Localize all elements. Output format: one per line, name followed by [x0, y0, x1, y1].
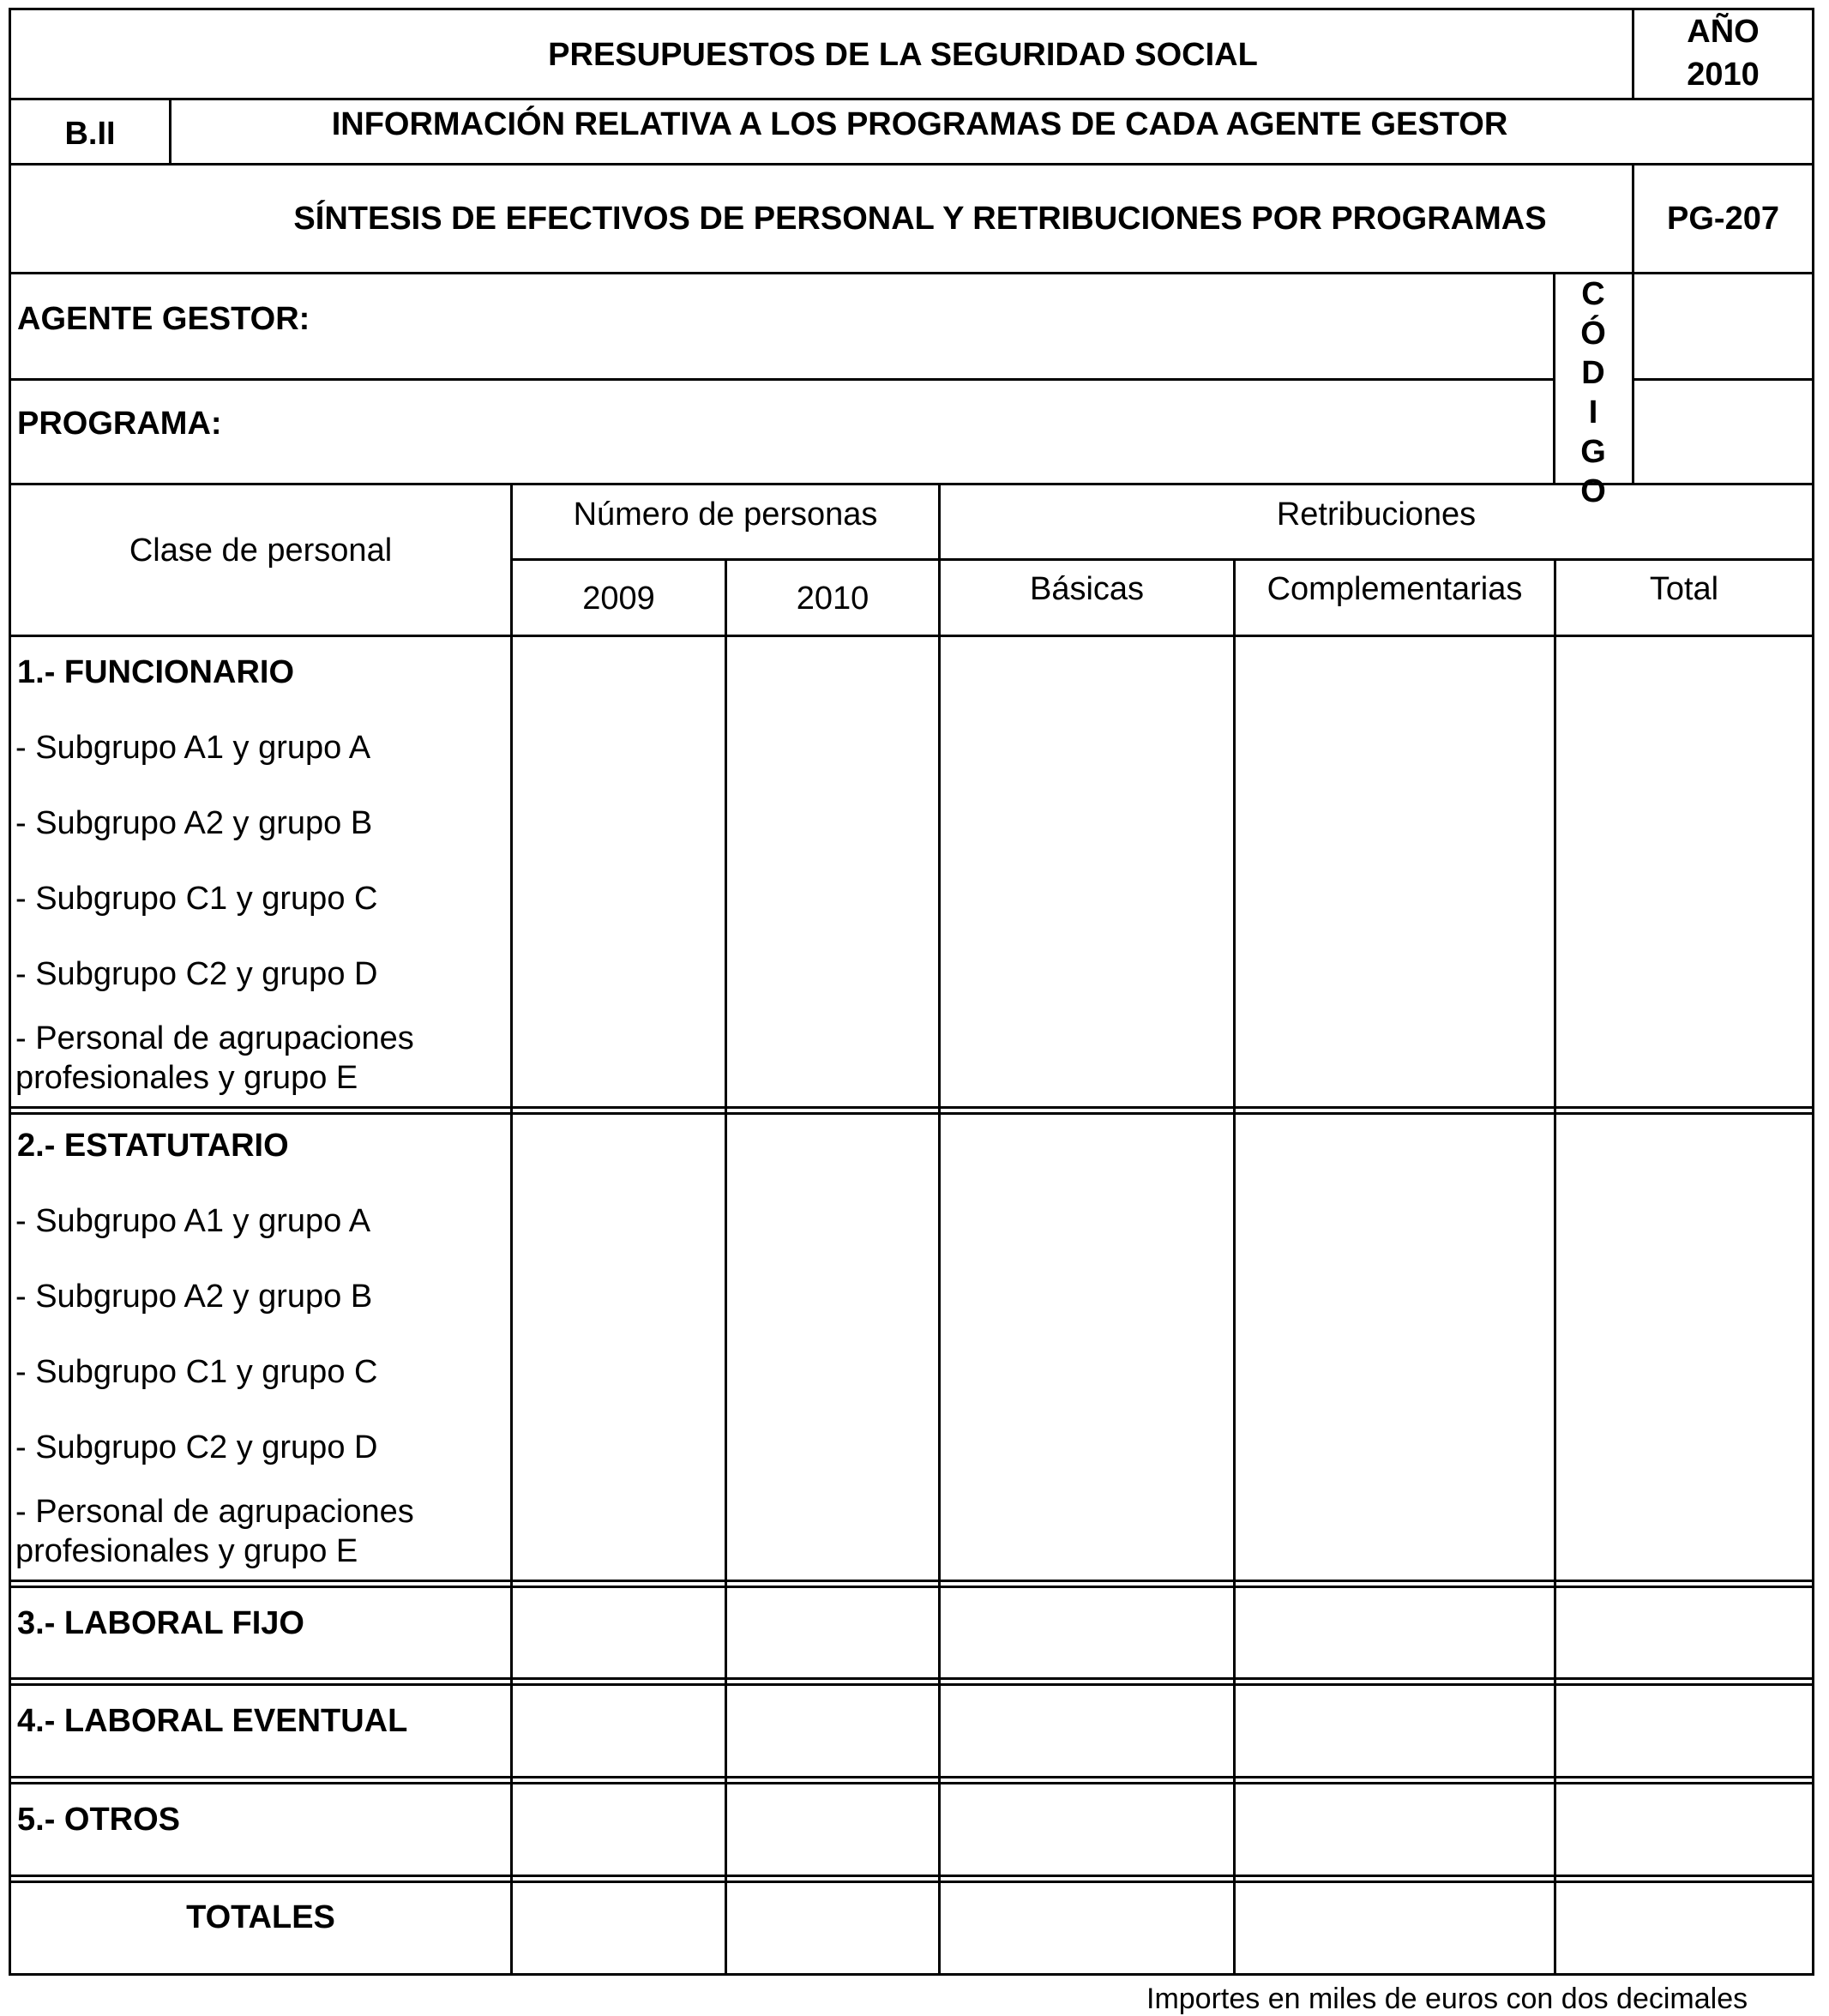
- year-label: AÑO: [1687, 14, 1760, 50]
- table-row-label: - Subgrupo C2 y grupo D: [15, 1429, 378, 1465]
- form-code: PG-207: [1667, 201, 1779, 237]
- table-row-label: - Personal de agrupaciones profesionales y grupo E: [15, 1494, 414, 1569]
- col-clase-de-personal: Clase de personal: [129, 533, 393, 569]
- table-row-label: - Subgrupo A1 y grupo A: [15, 1203, 371, 1239]
- section-otros-heading: 5.- OTROS: [17, 1802, 181, 1838]
- table-row-label: - Personal de agrupaciones profesionales y grupo E: [15, 1020, 414, 1096]
- section-title: INFORMACIÓN RELATIVA A LOS PROGRAMAS DE CADA AGENTE GESTOR: [331, 106, 1508, 142]
- section-laboral-eventual-heading: 4.- LABORAL EVENTUAL: [17, 1703, 408, 1739]
- col-total: Total: [1649, 571, 1719, 607]
- report-subtitle: SÍNTESIS DE EFECTIVOS DE PERSONAL Y RETRIBUCIONES POR PROGRAMAS: [293, 201, 1547, 237]
- table-row-label: - Subgrupo C2 y grupo D: [15, 956, 378, 992]
- programa-code-field: [1634, 381, 1812, 483]
- table-row-label: - Subgrupo A2 y grupo B: [15, 805, 373, 841]
- col-basicas: Básicas: [1029, 571, 1145, 607]
- agente-gestor-label: AGENTE GESTOR:: [17, 301, 310, 337]
- col-retribuciones: Retribuciones: [1276, 496, 1477, 533]
- col-complementarias: Complementarias: [1266, 571, 1523, 607]
- section-funcionario-heading: 1.- FUNCIONARIO: [17, 654, 294, 690]
- codigo-vertical-label: C Ó D I G O: [1580, 276, 1606, 509]
- programa-label: PROGRAMA:: [17, 406, 222, 442]
- section-code: B.II: [64, 116, 116, 152]
- section-laboral-fijo-heading: 3.- LABORAL FIJO: [17, 1605, 304, 1641]
- footer-note: Importes en miles de euros con dos decimales: [1146, 1983, 1748, 2015]
- table-row-label: - Subgrupo A1 y grupo A: [15, 730, 371, 766]
- table-row-label: - Subgrupo C1 y grupo C: [15, 881, 378, 917]
- col-numero-de-personas: Número de personas: [573, 496, 878, 533]
- section-estatutario-heading: 2.- ESTATUTARIO: [17, 1128, 289, 1164]
- agente-gestor-code-field: [1634, 274, 1812, 378]
- document-title: PRESUPUESTOS DE LA SEGURIDAD SOCIAL: [548, 37, 1258, 73]
- totales-row-label: TOTALES: [186, 1899, 335, 1935]
- table-row-label: - Subgrupo A2 y grupo B: [15, 1279, 373, 1315]
- col-year-2010: 2010: [796, 581, 869, 617]
- year-value: 2010: [1687, 57, 1760, 93]
- table-row-label: - Subgrupo C1 y grupo C: [15, 1354, 378, 1390]
- col-year-2009: 2009: [582, 581, 655, 617]
